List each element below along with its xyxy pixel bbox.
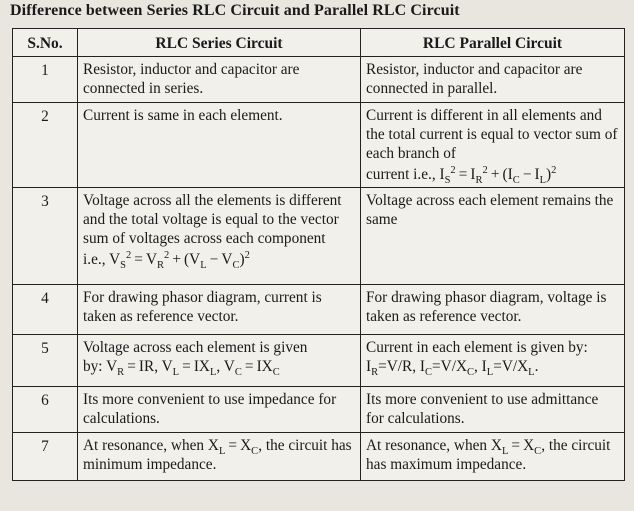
- parallel-cell: Voltage across each element remains the same: [361, 188, 625, 285]
- row-number: 1: [13, 57, 78, 103]
- table-row: [13, 433, 625, 481]
- parallel-text: Current is different in all elements and the total current is equal to vector sum of each branch of: [366, 107, 618, 162]
- table-header-row: [13, 29, 625, 57]
- series-element-formula: by: $V_R$ = IR, $V_L = IX_L$, $V_C = IX_C$: [83, 358, 280, 379]
- series-cell: [78, 335, 361, 387]
- parallel-cell: Resistor, inductor and capacitor are connected in parallel.: [361, 57, 625, 103]
- table-row: [13, 103, 625, 188]
- parallel-cell: [361, 103, 625, 188]
- voltage-formula: i.e., $V_S^2 = V_R^2 + (V_L - V_C)^2$: [83, 249, 250, 272]
- table-row: [13, 57, 625, 103]
- table-row: [13, 285, 625, 335]
- page-title: Difference between Series RLC Circuit and Parallel RLC Circuit: [10, 2, 460, 19]
- row-number: 5: [13, 335, 78, 387]
- header-parallel: RLC Parallel Circuit: [361, 29, 625, 57]
- parallel-text: Current in each element is given by:: [366, 339, 588, 356]
- table-row: [13, 188, 625, 285]
- row-number: 3: [13, 188, 78, 285]
- row-number: 2: [13, 103, 78, 188]
- series-cell: For drawing phasor diagram, current is taken as reference vector.: [78, 285, 361, 335]
- header-series: RLC Series Circuit: [78, 29, 361, 57]
- row-number: 7: [13, 433, 78, 481]
- series-text: Voltage across all the elements is different and the total voltage is equal to the vector sum of voltages across each component: [83, 192, 342, 247]
- parallel-cell: Its more convenient to use admittance for calculations.: [361, 387, 625, 433]
- series-cell: Resistor, inductor and capacitor are connected in series.: [78, 57, 361, 103]
- row-number: 6: [13, 387, 78, 433]
- series-text: Voltage across each element is given: [83, 339, 308, 356]
- parallel-cell: [361, 335, 625, 387]
- header-sno: S.No.: [13, 29, 78, 57]
- series-cell: Its more convenient to use impedance for calculations.: [78, 387, 361, 433]
- parallel-cell: For drawing phasor diagram, voltage is taken as reference vector.: [361, 285, 625, 335]
- current-formula: current i.e., $I_S^2 = I_R^2 + (I_C - I_L)^2$: [366, 164, 557, 187]
- parallel-cell: At resonance, when $X_L = X_C$, the circuit has maximum impedance.: [361, 433, 625, 481]
- series-cell: Current is same in each element.: [78, 103, 361, 188]
- series-cell: [78, 188, 361, 285]
- series-cell: At resonance, when $X_L = X_C$, the circuit has minimum impedance.: [78, 433, 361, 481]
- table-row: [13, 387, 625, 433]
- row-number: 4: [13, 285, 78, 335]
- table-row: [13, 335, 625, 387]
- comparison-table: [12, 28, 625, 481]
- parallel-element-formula: $I_R=V/R$, $I_C=V/X_C$, $I_L=V/X_L$.: [366, 358, 539, 379]
